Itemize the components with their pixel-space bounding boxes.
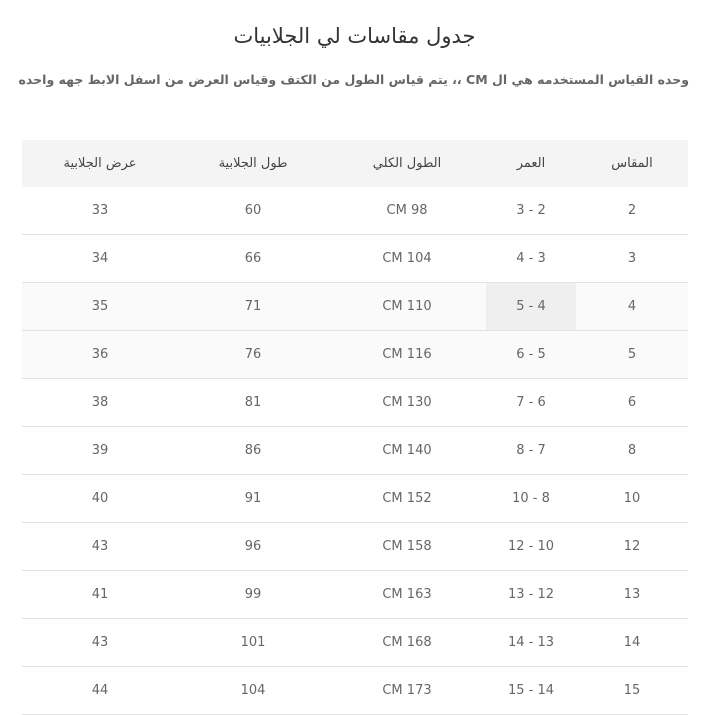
- cell-jalabiya-length: 81: [178, 379, 328, 427]
- cell-age: 10 - 12: [486, 523, 576, 571]
- cell-jalabiya-length: 60: [178, 187, 328, 235]
- cell-size: 13: [576, 571, 688, 619]
- table-row: [22, 187, 688, 235]
- header-age: العمر: [486, 140, 576, 187]
- table-header-row: [22, 140, 688, 187]
- table-row: [22, 331, 688, 379]
- cell-jalabiya-length: 104: [178, 667, 328, 715]
- cell-jalabiya-length: 91: [178, 475, 328, 523]
- cell-total-length: 116 CM: [328, 331, 486, 379]
- cell-jalabiya-width: 40: [22, 475, 178, 523]
- cell-total-length: 104 CM: [328, 235, 486, 283]
- header-total-length: الطول الكلي: [328, 140, 486, 187]
- cell-size: 15: [576, 667, 688, 715]
- cell-jalabiya-length: 99: [178, 571, 328, 619]
- cell-total-length: 110 CM: [328, 283, 486, 331]
- table-row: [22, 427, 688, 475]
- cell-total-length: 130 CM: [328, 379, 486, 427]
- measurement-note: وحده القياس المستخدمه هي ال CM ،، يتم قياس الطول من الكتف وقياس العرض من اسفل الابط جهه واحده: [18, 72, 689, 87]
- cell-jalabiya-width: 36: [22, 331, 178, 379]
- cell-age: 3 - 4: [486, 235, 576, 283]
- cell-age: 12 - 13: [486, 571, 576, 619]
- table-row: [22, 619, 688, 667]
- cell-age: 8 - 10: [486, 475, 576, 523]
- cell-size: 6: [576, 379, 688, 427]
- cell-jalabiya-width: 43: [22, 619, 178, 667]
- cell-jalabiya-width: 44: [22, 667, 178, 715]
- cell-total-length: 98 CM: [328, 187, 486, 235]
- cell-jalabiya-width: 34: [22, 235, 178, 283]
- cell-total-length: 158 CM: [328, 523, 486, 571]
- cell-size: 10: [576, 475, 688, 523]
- cell-size: 12: [576, 523, 688, 571]
- cell-age: 7 - 8: [486, 427, 576, 475]
- table-row: [22, 571, 688, 619]
- cell-total-length: 163 CM: [328, 571, 486, 619]
- page-title: جدول مقاسات لي الجلابيات: [233, 24, 476, 48]
- cell-total-length: 152 CM: [328, 475, 486, 523]
- cell-age: 2 - 3: [486, 187, 576, 235]
- header-jalabiya-width: عرض الجلابية: [22, 140, 178, 187]
- cell-size: 4: [576, 283, 688, 331]
- table-row: [22, 379, 688, 427]
- cell-total-length: 173 CM: [328, 667, 486, 715]
- cell-size: 3: [576, 235, 688, 283]
- table-row: [22, 235, 688, 283]
- table-row: [22, 475, 688, 523]
- cell-jalabiya-width: 43: [22, 523, 178, 571]
- cell-total-length: 140 CM: [328, 427, 486, 475]
- cell-jalabiya-length: 101: [178, 619, 328, 667]
- cell-jalabiya-width: 39: [22, 427, 178, 475]
- cell-jalabiya-length: 76: [178, 331, 328, 379]
- table-row: [22, 283, 688, 331]
- cell-jalabiya-width: 38: [22, 379, 178, 427]
- header-jalabiya-length: طول الجلابية: [178, 140, 328, 187]
- cell-age: 14 - 15: [486, 667, 576, 715]
- cell-jalabiya-length: 86: [178, 427, 328, 475]
- cell-age: 13 - 14: [486, 619, 576, 667]
- cell-size: 8: [576, 427, 688, 475]
- cell-size: 14: [576, 619, 688, 667]
- cell-jalabiya-width: 41: [22, 571, 178, 619]
- size-chart-table: [22, 140, 688, 715]
- cell-age: 4 - 5: [486, 283, 576, 331]
- cell-age: 6 - 7: [486, 379, 576, 427]
- cell-jalabiya-width: 35: [22, 283, 178, 331]
- cell-age: 5 - 6: [486, 331, 576, 379]
- cell-jalabiya-length: 66: [178, 235, 328, 283]
- cell-jalabiya-width: 33: [22, 187, 178, 235]
- cell-jalabiya-length: 71: [178, 283, 328, 331]
- table-row: [22, 667, 688, 715]
- cell-size: 2: [576, 187, 688, 235]
- cell-jalabiya-length: 96: [178, 523, 328, 571]
- table-row: [22, 523, 688, 571]
- cell-size: 5: [576, 331, 688, 379]
- header-size: المقاس: [576, 140, 688, 187]
- cell-total-length: 168 CM: [328, 619, 486, 667]
